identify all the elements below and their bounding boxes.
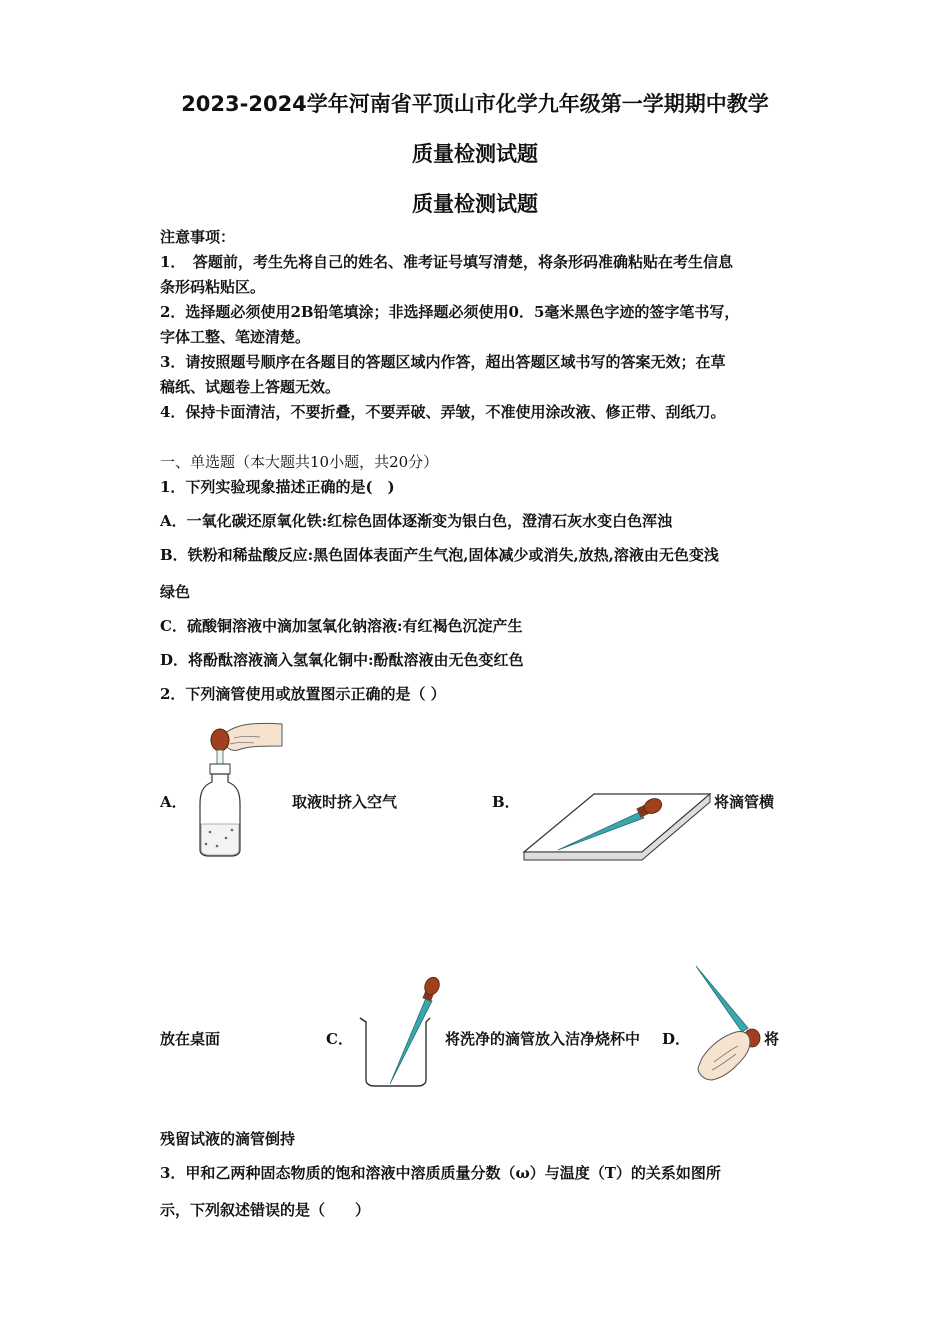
- q2-option-b-text: 将滴管横: [714, 793, 775, 811]
- q2-option-d-label: D．: [662, 1030, 691, 1048]
- note-line: 3．请按照题号顺序在各题目的答题区域内作答，超出答题区域书写的答案无效；在草: [160, 353, 726, 371]
- figure-a-dropper-in-bottle: [190, 712, 290, 862]
- q2-option-d-text: 将: [764, 1030, 780, 1048]
- note-line: 2．选择题必须使用2B铅笔填涂；非选择题必须使用0．5毫米黑色字迹的签字笔书写，: [160, 303, 740, 321]
- q2-stem: 2．下列滴管使用或放置图示正确的是（ ）: [160, 685, 446, 703]
- figure-b-dropper-on-table: [522, 790, 712, 865]
- doc-title-line1: 2023-2024学年河南省平顶山市化学九年级第一学期期中教学: [181, 92, 769, 116]
- q2-option-c-text: 将洗净的滴管放入洁净烧杯中: [445, 1030, 641, 1048]
- q1-option-b: B．铁粉和稀盐酸反应:黑色固体表面产生气泡,固体减少或消失,放热,溶液由无色变浅: [160, 546, 719, 564]
- note-line: 字体工整、笔迹清楚。: [160, 328, 311, 346]
- q1-option-d: D．将酚酞溶液滴入氢氧化铜中:酚酞溶液由无色变红色: [160, 651, 524, 669]
- doc-title-line3: 质量检测试题: [412, 192, 538, 216]
- note-line: 1． 答题前，考生先将自己的姓名、准考证号填写清楚，将条形码准确粘贴在考生信息: [160, 253, 733, 271]
- q2-option-d-text-cont: 残留试液的滴管倒持: [160, 1130, 296, 1148]
- note-line: 4．保持卡面清洁，不要折叠，不要弄破、弄皱，不准使用涂改液、修正带、刮纸刀。: [160, 403, 726, 421]
- q2-option-b-text-cont: 放在桌面: [160, 1030, 221, 1048]
- note-line: 稿纸、试题卷上答题无效。: [160, 378, 341, 396]
- figure-c-dropper-in-beaker: [356, 976, 446, 1091]
- q1-stem: 1．下列实验现象描述正确的是( ): [160, 478, 395, 496]
- q1-option-c: C．硫酸铜溶液中滴加氢氧化钠溶液:有红褐色沉淀产生: [160, 617, 523, 635]
- figure-d-dropper-inverted: [692, 962, 764, 1087]
- q1-option-a: A．一氧化碳还原氧化铁:红棕色固体逐渐变为银白色，澄清石灰水变白色浑浊: [160, 512, 673, 530]
- doc-title-line2: 质量检测试题: [412, 142, 538, 166]
- q2-option-a-text: 取液时挤入空气: [292, 793, 398, 811]
- section-heading: 一、单选题（本大题共10小题，共20分）: [160, 453, 439, 471]
- q2-option-b-label: B．: [492, 793, 520, 811]
- q2-option-a-label: A．: [160, 793, 187, 811]
- q3-stem-line2: 示，下列叙述错误的是（ ）: [160, 1201, 371, 1219]
- note-line: 条形码粘贴区。: [160, 278, 266, 296]
- q2-option-c-label: C．: [326, 1030, 353, 1048]
- q1-option-b-cont: 绿色: [160, 583, 191, 601]
- notes-heading: 注意事项：: [160, 228, 236, 246]
- q3-stem-line1: 3．甲和乙两种固态物质的饱和溶液中溶质质量分数（ω）与温度（T）的关系如图所: [160, 1164, 721, 1182]
